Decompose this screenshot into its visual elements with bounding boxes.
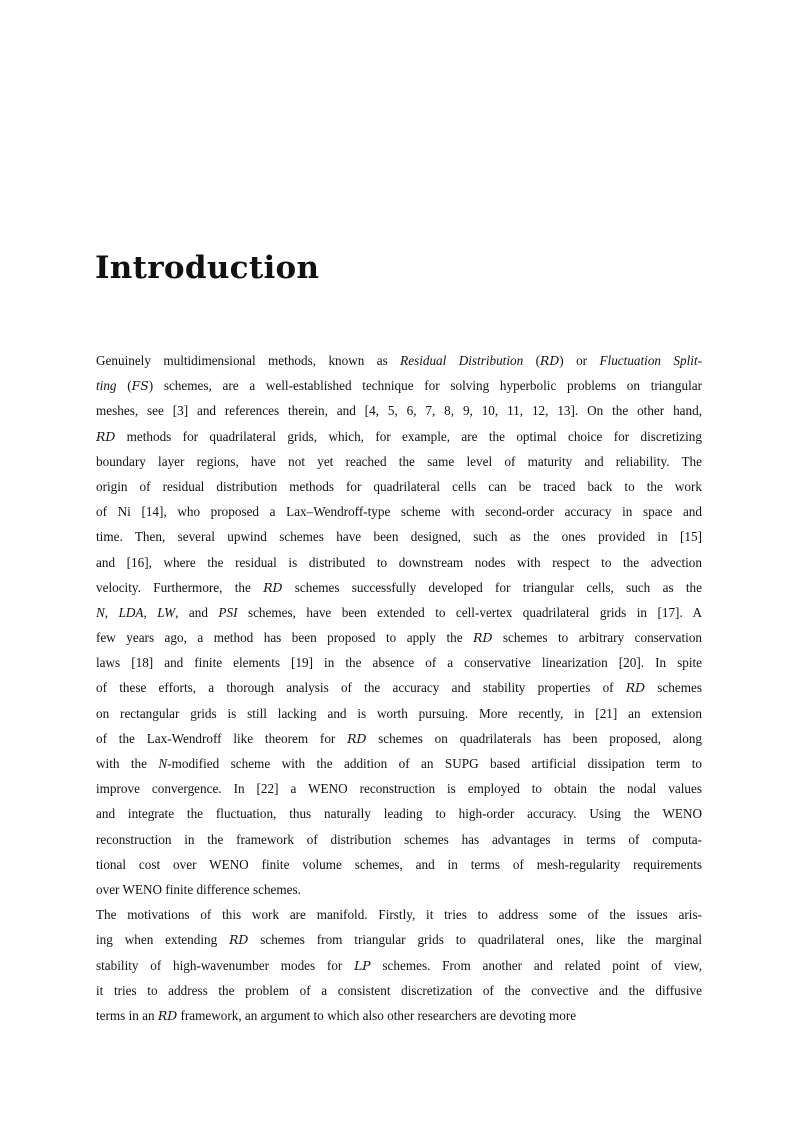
- text-line: it tries to address the problem of a consistent discretization of the convective and the diffusive: [96, 982, 702, 998]
- italic-term: LDA: [118, 604, 144, 620]
- calligraphic-acronym: RD: [96, 428, 116, 444]
- calligraphic-acronym: RD: [157, 1007, 178, 1023]
- chapter-title: Introduction: [95, 250, 320, 286]
- text-line: N, LDA, LW, and PSI schemes, have been extended to cell-vertex quadrilateral grids in [17]. A: [96, 604, 703, 620]
- text-line: ting (FS) schemes, are a well-established technique for solving hyperbolic problems on triangular: [96, 378, 702, 394]
- text-line: meshes, see [3] and references therein, and [4, 5, 6, 7, 8, 9, 10, 11, 12, 13]. On the other hand,: [96, 403, 702, 419]
- italic-term: N: [96, 604, 105, 620]
- text-line: on rectangular grids is still lacking and is worth pursuing. More recently, in [21] an extension: [96, 705, 702, 721]
- text-line: The motivations of this work are manifold. Firstly, it tries to address some of the issues aris-: [96, 907, 702, 923]
- text-line: improve convergence. In [22] a WENO reconstruction is employed to obtain the nodal values: [96, 781, 702, 797]
- calligraphic-acronym: RD: [625, 680, 646, 696]
- text-line: RD methods for quadrilateral grids, which, for example, are the optimal choice for discretizing: [96, 428, 702, 444]
- calligraphic-acronym: RD: [473, 630, 493, 646]
- text-line: with the N-modified scheme with the addition of an SUPG based artificial dissipation term to: [96, 756, 702, 771]
- text-line: laws [18] and finite elements [19] in the absence of a conservative linearization [20]. In spite: [96, 655, 702, 671]
- calligraphic-acronym: RD: [229, 932, 249, 948]
- text-line: ing when extending RD schemes from triangular grids to quadrilateral ones, like the marginal: [96, 932, 703, 948]
- italic-term: Fluctuation Split-: [599, 353, 702, 368]
- calligraphic-acronym: LP: [354, 957, 371, 973]
- paragraph-2: [96, 902, 702, 1028]
- body-text: [96, 348, 702, 1028]
- text-line: few years ago, a method has been proposed to apply the RD schemes to arbitrary conservation: [96, 630, 703, 646]
- italic-term: PSI: [218, 604, 238, 620]
- text-line: and integrate the fluctuation, thus naturally leading to high-order accuracy. Using the WENO: [96, 806, 702, 822]
- text-line: origin of residual distribution methods for quadrilateral cells can be traced back to the work: [96, 478, 702, 494]
- calligraphic-acronym: RD: [263, 579, 283, 595]
- text-line: time. Then, several upwind schemes have been designed, such as the ones provided in [15]: [96, 529, 702, 545]
- text-line: and [16], where the residual is distributed to downstream nodes with respect to the advection: [96, 554, 702, 570]
- text-line: of these efforts, a thorough analysis of the accuracy and stability properties of RD schemes: [96, 680, 702, 696]
- calligraphic-acronym: RD: [540, 353, 560, 368]
- italic-term: ting: [96, 378, 117, 394]
- italic-term: Residual Distribution: [400, 353, 524, 368]
- text-line: terms in an RD framework, an argument to which also other researchers are devoting more: [96, 1007, 577, 1023]
- calligraphic-acronym: RD: [347, 730, 367, 746]
- calligraphic-acronym: FS: [131, 378, 149, 394]
- italic-term: N: [158, 756, 168, 771]
- text-line: of the Lax-Wendroff like theorem for RD schemes on quadrilaterals has been proposed, along: [96, 730, 703, 746]
- text-line: Genuinely multidimensional methods, known as Residual Distribution (RD) or Fluctuation Split-: [96, 353, 702, 368]
- paragraph-1: [96, 348, 702, 902]
- text-line: tional cost over WENO finite volume schemes, and in terms of mesh-regularity requirements: [96, 856, 702, 872]
- italic-term: LW: [157, 604, 176, 620]
- text-line: over WENO finite difference schemes.: [96, 881, 301, 897]
- text-line: reconstruction in the framework of distribution schemes has advantages in terms of computa-: [96, 831, 702, 847]
- text-line: of Ni [14], who proposed a Lax–Wendroff-type scheme with second-order accuracy in space and: [96, 504, 702, 520]
- text-line: velocity. Furthermore, the RD schemes successfully developed for triangular cells, such as the: [96, 579, 703, 595]
- text-line: boundary layer regions, have not yet reached the same level of maturity and reliability. The: [96, 453, 702, 469]
- text-line: stability of high-wavenumber modes for LP schemes. From another and related point of view,: [96, 957, 702, 973]
